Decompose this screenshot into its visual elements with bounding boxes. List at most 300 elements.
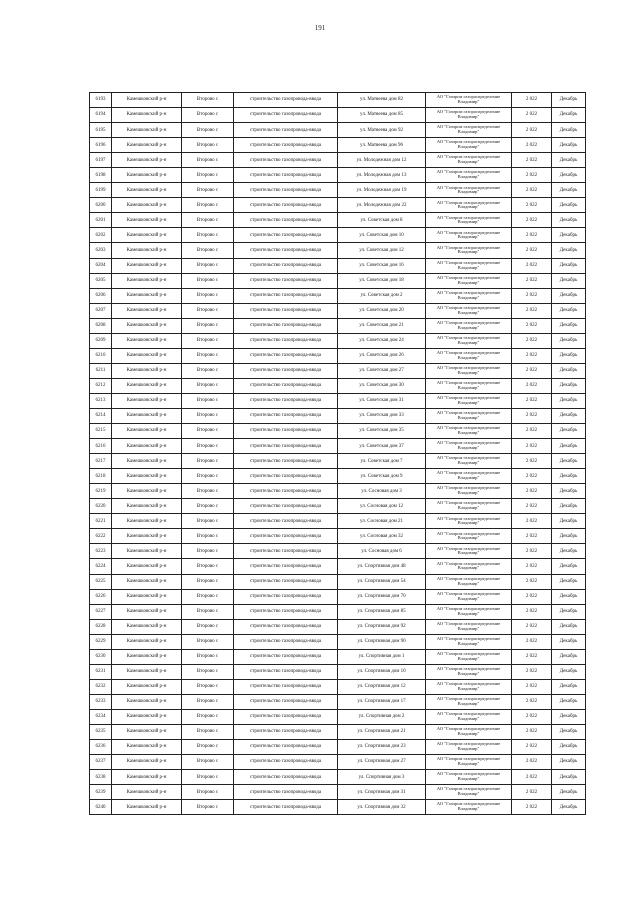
organization-cell: АО "Газпром газораспределение Владимир" — [426, 694, 512, 709]
work-type-cell: строительство газопровода-ввода — [234, 213, 338, 228]
month-cell: Декабрь — [552, 724, 586, 739]
month-cell: Декабрь — [552, 393, 586, 408]
table-row — [90, 559, 586, 574]
year-cell: 2 022 — [512, 243, 552, 258]
district-cell: Камешковский р-н — [112, 288, 182, 303]
organization-cell: АО "Газпром газораспределение Владимир" — [426, 424, 512, 439]
year-cell: 2 022 — [512, 213, 552, 228]
address-cell: ул. Советская дом 30 — [338, 378, 426, 393]
row-number: 6224 — [90, 559, 112, 574]
row-number: 6194 — [90, 108, 112, 123]
table-row — [90, 408, 586, 423]
organization-cell: АО "Газпром газораспределение Владимир" — [426, 740, 512, 755]
table-row — [90, 363, 586, 378]
district-cell: Камешковский р-н — [112, 770, 182, 785]
settlement-cell: Второво с — [182, 363, 234, 378]
organization-cell: АО "Газпром газораспределение Владимир" — [426, 755, 512, 770]
year-cell: 2 022 — [512, 529, 552, 544]
row-number: 6235 — [90, 724, 112, 739]
table-row — [90, 153, 586, 168]
row-number: 6237 — [90, 755, 112, 770]
gasification-table — [89, 92, 586, 815]
district-cell: Камешковский р-н — [112, 529, 182, 544]
settlement-cell: Второво с — [182, 499, 234, 514]
work-type-cell: строительство газопровода-ввода — [234, 363, 338, 378]
row-number: 6214 — [90, 408, 112, 423]
organization-cell: АО "Газпром газораспределение Владимир" — [426, 484, 512, 499]
address-cell: ул. Спортивная дом 17 — [338, 694, 426, 709]
month-cell: Декабрь — [552, 709, 586, 724]
district-cell: Камешковский р-н — [112, 333, 182, 348]
row-number: 6231 — [90, 664, 112, 679]
month-cell: Декабрь — [552, 740, 586, 755]
district-cell: Камешковский р-н — [112, 724, 182, 739]
work-type-cell: строительство газопровода-ввода — [234, 288, 338, 303]
month-cell: Декабрь — [552, 333, 586, 348]
row-number: 6203 — [90, 243, 112, 258]
address-cell: ул. Спортивная дом 2 — [338, 709, 426, 724]
organization-cell: АО "Газпром газораспределение Владимир" — [426, 604, 512, 619]
address-cell: ул. Матвеева дом 85 — [338, 108, 426, 123]
row-number: 6211 — [90, 363, 112, 378]
address-cell: ул. Спортивная дом 48 — [338, 559, 426, 574]
work-type-cell: строительство газопровода-ввода — [234, 228, 338, 243]
address-cell: ул. Спортивная дом 31 — [338, 785, 426, 800]
row-number: 6204 — [90, 258, 112, 273]
district-cell: Камешковский р-н — [112, 108, 182, 123]
district-cell: Камешковский р-н — [112, 664, 182, 679]
district-cell: Камешковский р-н — [112, 123, 182, 138]
month-cell: Декабрь — [552, 755, 586, 770]
year-cell: 2 022 — [512, 694, 552, 709]
row-number: 6233 — [90, 694, 112, 709]
row-number: 6219 — [90, 484, 112, 499]
organization-cell: АО "Газпром газораспределение Владимир" — [426, 454, 512, 469]
address-cell: ул. Спортивная дом 54 — [338, 574, 426, 589]
organization-cell: АО "Газпром газораспределение Владимир" — [426, 469, 512, 484]
work-type-cell: строительство газопровода-ввода — [234, 785, 338, 800]
district-cell: Камешковский р-н — [112, 484, 182, 499]
address-cell: ул. Советская дом 10 — [338, 228, 426, 243]
settlement-cell: Второво с — [182, 348, 234, 363]
district-cell: Камешковский р-н — [112, 755, 182, 770]
settlement-cell: Второво с — [182, 123, 234, 138]
organization-cell: АО "Газпром газораспределение Владимир" — [426, 439, 512, 454]
settlement-cell: Второво с — [182, 770, 234, 785]
month-cell: Декабрь — [552, 469, 586, 484]
district-cell: Камешковский р-н — [112, 138, 182, 153]
organization-cell: АО "Газпром газораспределение Владимир" — [426, 303, 512, 318]
settlement-cell: Второво с — [182, 333, 234, 348]
address-cell: ул. Спортивная дом 70 — [338, 589, 426, 604]
row-number: 6227 — [90, 604, 112, 619]
settlement-cell: Второво с — [182, 694, 234, 709]
settlement-cell: Второво с — [182, 138, 234, 153]
organization-cell: АО "Газпром газораспределение Владимир" — [426, 499, 512, 514]
row-number: 6215 — [90, 424, 112, 439]
month-cell: Декабрь — [552, 694, 586, 709]
settlement-cell: Второво с — [182, 424, 234, 439]
address-cell: ул. Сосновая дом 32 — [338, 529, 426, 544]
district-cell: Камешковский р-н — [112, 408, 182, 423]
work-type-cell: строительство газопровода-ввода — [234, 499, 338, 514]
work-type-cell: строительство газопровода-ввода — [234, 318, 338, 333]
address-cell: ул. Советская дом 26 — [338, 348, 426, 363]
year-cell: 2 022 — [512, 619, 552, 634]
district-cell: Камешковский р-н — [112, 198, 182, 213]
address-cell: ул. Советская дом 37 — [338, 439, 426, 454]
work-type-cell: строительство газопровода-ввода — [234, 469, 338, 484]
work-type-cell: строительство газопровода-ввода — [234, 333, 338, 348]
settlement-cell: Второво с — [182, 529, 234, 544]
table-row — [90, 694, 586, 709]
organization-cell: АО "Газпром газораспределение Владимир" — [426, 408, 512, 423]
table-row — [90, 123, 586, 138]
table-row — [90, 740, 586, 755]
month-cell: Декабрь — [552, 499, 586, 514]
settlement-cell: Второво с — [182, 484, 234, 499]
work-type-cell: строительство газопровода-ввода — [234, 168, 338, 183]
year-cell: 2 022 — [512, 303, 552, 318]
district-cell: Камешковский р-н — [112, 800, 182, 815]
organization-cell: АО "Газпром газораспределение Владимир" — [426, 363, 512, 378]
month-cell: Декабрь — [552, 108, 586, 123]
work-type-cell: строительство газопровода-ввода — [234, 93, 338, 108]
organization-cell: АО "Газпром газораспределение Владимир" — [426, 93, 512, 108]
organization-cell: АО "Газпром газораспределение Владимир" — [426, 243, 512, 258]
organization-cell: АО "Газпром газораспределение Владимир" — [426, 770, 512, 785]
row-number: 6230 — [90, 649, 112, 664]
district-cell: Камешковский р-н — [112, 393, 182, 408]
month-cell: Декабрь — [552, 318, 586, 333]
row-number: 6200 — [90, 198, 112, 213]
work-type-cell: строительство газопровода-ввода — [234, 529, 338, 544]
work-type-cell: строительство газопровода-ввода — [234, 740, 338, 755]
organization-cell: АО "Газпром газораспределение Владимир" — [426, 183, 512, 198]
district-cell: Камешковский р-н — [112, 514, 182, 529]
year-cell: 2 022 — [512, 183, 552, 198]
work-type-cell: строительство газопровода-ввода — [234, 454, 338, 469]
settlement-cell: Второво с — [182, 634, 234, 649]
address-cell: ул. Спортивная дом 90 — [338, 634, 426, 649]
work-type-cell: строительство газопровода-ввода — [234, 619, 338, 634]
year-cell: 2 022 — [512, 469, 552, 484]
address-cell: ул. Советская дом 12 — [338, 243, 426, 258]
work-type-cell: строительство газопровода-ввода — [234, 755, 338, 770]
address-cell: ул. Советская дом 18 — [338, 273, 426, 288]
settlement-cell: Второво с — [182, 93, 234, 108]
month-cell: Декабрь — [552, 138, 586, 153]
settlement-cell: Второво с — [182, 288, 234, 303]
district-cell: Камешковский р-н — [112, 544, 182, 559]
district-cell: Камешковский р-н — [112, 228, 182, 243]
table-row — [90, 228, 586, 243]
settlement-cell: Второво с — [182, 273, 234, 288]
organization-cell: АО "Газпром газораспределение Владимир" — [426, 288, 512, 303]
work-type-cell: строительство газопровода-ввода — [234, 484, 338, 499]
table-row — [90, 454, 586, 469]
table-row — [90, 724, 586, 739]
organization-cell: АО "Газпром газораспределение Владимир" — [426, 664, 512, 679]
work-type-cell: строительство газопровода-ввода — [234, 348, 338, 363]
work-type-cell: строительство газопровода-ввода — [234, 439, 338, 454]
district-cell: Камешковский р-н — [112, 574, 182, 589]
table-row — [90, 288, 586, 303]
district-cell: Камешковский р-н — [112, 709, 182, 724]
address-cell: ул. Молодежная дом 13 — [338, 168, 426, 183]
year-cell: 2 022 — [512, 559, 552, 574]
table-row — [90, 439, 586, 454]
month-cell: Декабрь — [552, 228, 586, 243]
year-cell: 2 022 — [512, 288, 552, 303]
table-row — [90, 499, 586, 514]
year-cell: 2 022 — [512, 484, 552, 499]
address-cell: ул. Спортивная дом 92 — [338, 619, 426, 634]
settlement-cell: Второво с — [182, 709, 234, 724]
address-cell: ул. Советская дом 7 — [338, 454, 426, 469]
year-cell: 2 022 — [512, 378, 552, 393]
row-number: 6234 — [90, 709, 112, 724]
settlement-cell: Второво с — [182, 559, 234, 574]
organization-cell: АО "Газпром газораспределение Владимир" — [426, 679, 512, 694]
settlement-cell: Второво с — [182, 454, 234, 469]
work-type-cell: строительство газопровода-ввода — [234, 183, 338, 198]
month-cell: Декабрь — [552, 514, 586, 529]
year-cell: 2 022 — [512, 408, 552, 423]
organization-cell: АО "Газпром газораспределение Владимир" — [426, 273, 512, 288]
work-type-cell: строительство газопровода-ввода — [234, 544, 338, 559]
table-row — [90, 800, 586, 815]
row-number: 6195 — [90, 123, 112, 138]
month-cell: Декабрь — [552, 198, 586, 213]
page-number: 191 — [314, 24, 326, 32]
settlement-cell: Второво с — [182, 318, 234, 333]
district-cell: Камешковский р-н — [112, 679, 182, 694]
month-cell: Декабрь — [552, 529, 586, 544]
row-number: 6232 — [90, 679, 112, 694]
settlement-cell: Второво с — [182, 755, 234, 770]
organization-cell: АО "Газпром газораспределение Владимир" — [426, 649, 512, 664]
organization-cell: АО "Газпром газораспределение Владимир" — [426, 574, 512, 589]
district-cell: Камешковский р-н — [112, 589, 182, 604]
table-row — [90, 108, 586, 123]
address-cell: ул. Молодежная дом 22 — [338, 198, 426, 213]
table-row — [90, 168, 586, 183]
organization-cell: АО "Газпром газораспределение Владимир" — [426, 634, 512, 649]
table-row — [90, 604, 586, 619]
row-number: 6228 — [90, 619, 112, 634]
address-cell: ул. Советская дом 27 — [338, 363, 426, 378]
month-cell: Декабрь — [552, 93, 586, 108]
year-cell: 2 022 — [512, 153, 552, 168]
organization-cell: АО "Газпром газораспределение Владимир" — [426, 138, 512, 153]
settlement-cell: Второво с — [182, 198, 234, 213]
year-cell: 2 022 — [512, 589, 552, 604]
settlement-cell: Второво с — [182, 664, 234, 679]
district-cell: Камешковский р-н — [112, 785, 182, 800]
address-cell: ул. Советская дом 33 — [338, 408, 426, 423]
organization-cell: АО "Газпром газораспределение Владимир" — [426, 529, 512, 544]
row-number: 6223 — [90, 544, 112, 559]
organization-cell: АО "Газпром газораспределение Владимир" — [426, 108, 512, 123]
year-cell: 2 022 — [512, 499, 552, 514]
row-number: 6218 — [90, 469, 112, 484]
district-cell: Камешковский р-н — [112, 619, 182, 634]
settlement-cell: Второво с — [182, 649, 234, 664]
row-number: 6209 — [90, 333, 112, 348]
month-cell: Декабрь — [552, 153, 586, 168]
settlement-cell: Второво с — [182, 108, 234, 123]
address-cell: ул. Советская дом 16 — [338, 258, 426, 273]
table-row — [90, 333, 586, 348]
settlement-cell: Второво с — [182, 153, 234, 168]
address-cell: ул. Матвеева дом 96 — [338, 138, 426, 153]
settlement-cell: Второво с — [182, 393, 234, 408]
row-number: 6206 — [90, 288, 112, 303]
month-cell: Декабрь — [552, 604, 586, 619]
address-cell: ул. Советская дом 20 — [338, 303, 426, 318]
district-cell: Камешковский р-н — [112, 213, 182, 228]
table-row — [90, 544, 586, 559]
organization-cell: АО "Газпром газораспределение Владимир" — [426, 559, 512, 574]
work-type-cell: строительство газопровода-ввода — [234, 589, 338, 604]
month-cell: Декабрь — [552, 213, 586, 228]
month-cell: Декабрь — [552, 258, 586, 273]
work-type-cell: строительство газопровода-ввода — [234, 649, 338, 664]
work-type-cell: строительство газопровода-ввода — [234, 258, 338, 273]
organization-cell: АО "Газпром газораспределение Владимир" — [426, 589, 512, 604]
month-cell: Декабрь — [552, 183, 586, 198]
table-row — [90, 393, 586, 408]
row-number: 6199 — [90, 183, 112, 198]
row-number: 6207 — [90, 303, 112, 318]
organization-cell: АО "Газпром газораспределение Владимир" — [426, 619, 512, 634]
work-type-cell: строительство газопровода-ввода — [234, 694, 338, 709]
row-number: 6208 — [90, 318, 112, 333]
settlement-cell: Второво с — [182, 740, 234, 755]
settlement-cell: Второво с — [182, 544, 234, 559]
year-cell: 2 022 — [512, 333, 552, 348]
table-row — [90, 348, 586, 363]
month-cell: Декабрь — [552, 123, 586, 138]
settlement-cell: Второво с — [182, 604, 234, 619]
address-cell: ул. Спортивная дом 23 — [338, 740, 426, 755]
row-number: 6229 — [90, 634, 112, 649]
organization-cell: АО "Газпром газораспределение Владимир" — [426, 153, 512, 168]
organization-cell: АО "Газпром газораспределение Владимир" — [426, 709, 512, 724]
settlement-cell: Второво с — [182, 378, 234, 393]
table-row — [90, 529, 586, 544]
address-cell: ул. Сосновая дом 12 — [338, 499, 426, 514]
settlement-cell: Второво с — [182, 243, 234, 258]
year-cell: 2 022 — [512, 393, 552, 408]
work-type-cell: строительство газопровода-ввода — [234, 108, 338, 123]
organization-cell: АО "Газпром газораспределение Владимир" — [426, 213, 512, 228]
settlement-cell: Второво с — [182, 228, 234, 243]
row-number: 6217 — [90, 454, 112, 469]
row-number: 6197 — [90, 153, 112, 168]
settlement-cell: Второво с — [182, 724, 234, 739]
table-row — [90, 574, 586, 589]
district-cell: Камешковский р-н — [112, 634, 182, 649]
settlement-cell: Второво с — [182, 785, 234, 800]
month-cell: Декабрь — [552, 619, 586, 634]
organization-cell: АО "Газпром газораспределение Владимир" — [426, 318, 512, 333]
month-cell: Декабрь — [552, 679, 586, 694]
organization-cell: АО "Газпром газораспределение Владимир" — [426, 168, 512, 183]
work-type-cell: строительство газопровода-ввода — [234, 709, 338, 724]
year-cell: 2 022 — [512, 198, 552, 213]
table-row — [90, 709, 586, 724]
row-number: 6236 — [90, 740, 112, 755]
row-number: 6205 — [90, 273, 112, 288]
address-cell: ул. Матвеева дом 92 — [338, 123, 426, 138]
district-cell: Камешковский р-н — [112, 93, 182, 108]
year-cell: 2 022 — [512, 363, 552, 378]
row-number: 6216 — [90, 439, 112, 454]
table-row — [90, 484, 586, 499]
row-number: 6221 — [90, 514, 112, 529]
address-cell: ул. Советская дом 21 — [338, 318, 426, 333]
organization-cell: АО "Газпром газораспределение Владимир" — [426, 800, 512, 815]
address-cell: ул. Матвеева дом 82 — [338, 93, 426, 108]
address-cell: ул. Советская дом 31 — [338, 393, 426, 408]
district-cell: Камешковский р-н — [112, 424, 182, 439]
address-cell: ул. Молодежная дом 12 — [338, 153, 426, 168]
organization-cell: АО "Газпром газораспределение Владимир" — [426, 258, 512, 273]
month-cell: Декабрь — [552, 770, 586, 785]
district-cell: Камешковский р-н — [112, 740, 182, 755]
settlement-cell: Второво с — [182, 213, 234, 228]
work-type-cell: строительство газопровода-ввода — [234, 604, 338, 619]
address-cell: ул. Спортивная дом 1 — [338, 649, 426, 664]
district-cell: Камешковский р-н — [112, 318, 182, 333]
table-row — [90, 198, 586, 213]
settlement-cell: Второво с — [182, 303, 234, 318]
settlement-cell: Второво с — [182, 408, 234, 423]
table-row — [90, 424, 586, 439]
table-row — [90, 138, 586, 153]
table-row — [90, 770, 586, 785]
table-row — [90, 679, 586, 694]
district-cell: Камешковский р-н — [112, 499, 182, 514]
row-number: 6225 — [90, 574, 112, 589]
settlement-cell: Второво с — [182, 469, 234, 484]
work-type-cell: строительство газопровода-ввода — [234, 378, 338, 393]
organization-cell: АО "Газпром газораспределение Владимир" — [426, 544, 512, 559]
year-cell: 2 022 — [512, 709, 552, 724]
work-type-cell: строительство газопровода-ввода — [234, 198, 338, 213]
row-number: 6238 — [90, 770, 112, 785]
organization-cell: АО "Газпром газораспределение Владимир" — [426, 724, 512, 739]
year-cell: 2 022 — [512, 93, 552, 108]
work-type-cell: строительство газопровода-ввода — [234, 514, 338, 529]
year-cell: 2 022 — [512, 514, 552, 529]
month-cell: Декабрь — [552, 484, 586, 499]
table-row — [90, 273, 586, 288]
table-row — [90, 619, 586, 634]
organization-cell: АО "Газпром газораспределение Владимир" — [426, 393, 512, 408]
work-type-cell: строительство газопровода-ввода — [234, 393, 338, 408]
year-cell: 2 022 — [512, 273, 552, 288]
district-cell: Камешковский р-н — [112, 378, 182, 393]
organization-cell: АО "Газпром газораспределение Владимир" — [426, 785, 512, 800]
work-type-cell: строительство газопровода-ввода — [234, 123, 338, 138]
row-number: 6239 — [90, 785, 112, 800]
month-cell: Декабрь — [552, 273, 586, 288]
settlement-cell: Второво с — [182, 168, 234, 183]
organization-cell: АО "Газпром газораспределение Владимир" — [426, 198, 512, 213]
